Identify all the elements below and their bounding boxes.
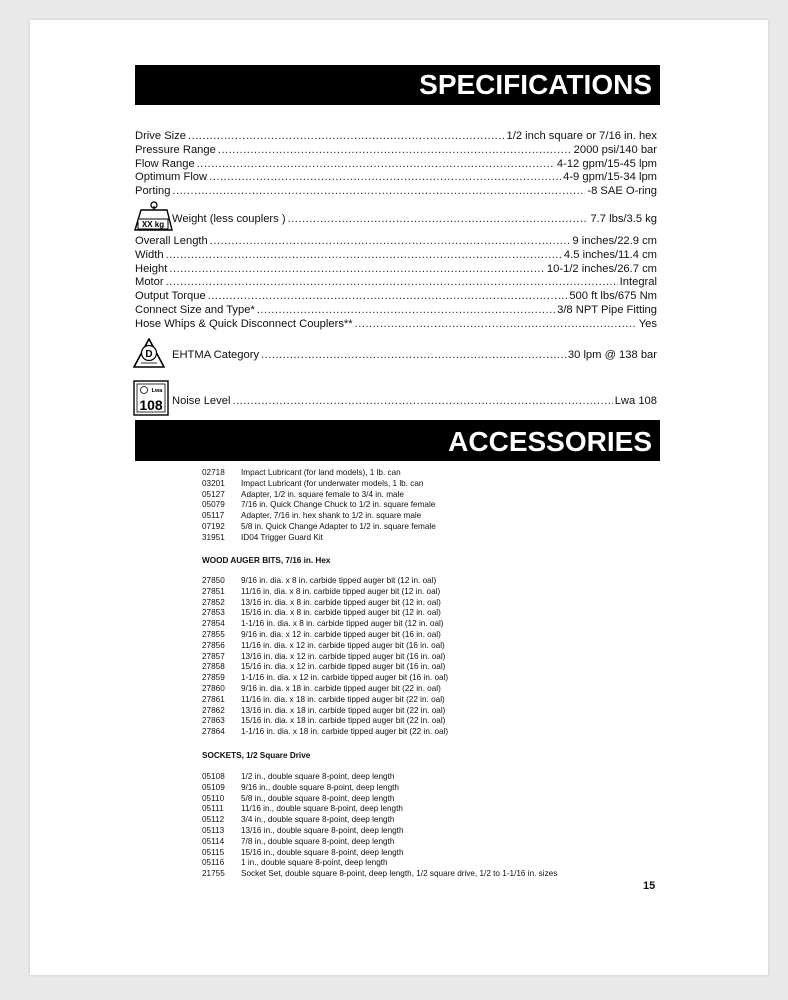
spec-label: Weight (less couplers )	[172, 213, 286, 225]
noise-icon-lwa: Lwa	[151, 388, 163, 394]
list-item	[202, 794, 557, 805]
spec-value: Yes	[638, 318, 657, 330]
leader-dots	[355, 318, 637, 331]
spec-value: 4-9 gpm/15-34 lpm	[563, 171, 657, 183]
list-item	[202, 695, 448, 706]
weight-icon-label: XX kg	[141, 220, 165, 229]
part-description: 7/16 in. Quick Change Chuck to 1/2 in. square female	[241, 500, 436, 510]
noise-level-icon	[133, 380, 169, 416]
auger-bits-heading: WOOD AUGER BITS, 7/16 in. Hex	[202, 556, 331, 565]
part-description: 13/16 in., double square 8-point, deep length	[241, 825, 404, 835]
spec-value: 2000 psi/140 bar	[573, 144, 657, 156]
part-description: 7/8 in., double square 8-point, deep length	[241, 836, 395, 846]
spec-row-motor	[135, 276, 657, 289]
spec-label: Pressure Range	[135, 144, 216, 156]
leader-dots	[257, 304, 555, 317]
spec-row-output-torque	[135, 290, 657, 303]
spec-value: 4-12 gpm/15-45 lpm	[556, 158, 657, 170]
leader-dots	[209, 171, 561, 184]
part-number: 05079	[202, 500, 225, 510]
list-item	[202, 652, 448, 663]
leader-dots	[172, 185, 585, 198]
part-description: 11/16 in. dia. x 18 in. carbide tipped auger bit (22 in. oal)	[241, 694, 445, 704]
sockets-list	[202, 772, 557, 880]
list-item	[202, 673, 448, 684]
list-item	[202, 716, 448, 727]
spec-row-overall-length	[135, 235, 657, 248]
part-description: Adapter, 1/2 in. square female to 3/4 in. male	[241, 489, 404, 499]
list-item	[202, 511, 436, 522]
spec-value: 4.5 inches/11.4 cm	[563, 249, 657, 261]
list-item	[202, 684, 448, 695]
part-description: 15/16 in. dia. x 18 in. carbide tipped auger bit (22 in. oal)	[241, 716, 446, 726]
spec-value: 7.7 lbs/3.5 kg	[590, 213, 657, 225]
part-number: 07192	[202, 521, 225, 531]
leader-dots	[288, 213, 589, 226]
part-number: 05110	[202, 793, 225, 803]
part-description: 1 in., double square 8-point, deep length	[241, 858, 388, 868]
part-description: 11/16 in. dia. x 8 in. carbide tipped auger bit (12 in. oal)	[241, 586, 441, 596]
leader-dots	[188, 130, 505, 143]
leader-dots	[166, 276, 618, 289]
list-item	[202, 533, 436, 544]
list-item	[202, 837, 557, 848]
list-item	[202, 490, 436, 501]
spec-label: Connect Size and Type*	[135, 304, 255, 316]
spec-value: 1/2 inch square or 7/16 in. hex	[506, 130, 657, 142]
part-number: 27858	[202, 662, 225, 672]
part-number: 05108	[202, 772, 225, 781]
list-item	[202, 706, 448, 717]
list-item	[202, 727, 448, 738]
part-number: 03201	[202, 478, 225, 488]
part-number: 27864	[202, 727, 225, 737]
part-number: 27851	[202, 586, 225, 596]
part-description: 9/16 in. dia. x 18 in. carbide tipped auger bit (22 in. oal)	[241, 683, 441, 693]
part-number: 27857	[202, 651, 225, 661]
spec-row-drive-size	[135, 130, 657, 143]
spec-label: Drive Size	[135, 130, 186, 142]
leader-dots	[210, 235, 571, 248]
part-description: 9/16 in. dia. x 8 in. carbide tipped auger bit (12 in. oal)	[241, 576, 437, 585]
spec-label: Porting	[135, 185, 171, 197]
part-description: 15/16 in. dia. x 8 in. carbide tipped auger bit (12 in. oal)	[241, 608, 441, 618]
spec-label: Overall Length	[135, 235, 208, 247]
part-description: ID04 Trigger Guard Kit	[241, 532, 323, 542]
spec-row-optimum-flow	[135, 171, 657, 184]
list-item	[202, 630, 448, 641]
part-description: 15/16 in. dia. x 12 in. carbide tipped auger bit (16 in. oal)	[241, 662, 446, 672]
part-description: 13/16 in. dia. x 8 in. carbide tipped auger bit (12 in. oal)	[241, 597, 441, 607]
spec-value: 500 ft lbs/675 Nm	[569, 290, 657, 302]
list-item	[202, 815, 557, 826]
list-item	[202, 587, 448, 598]
part-description: 5/8 in. Quick Change Adapter to 1/2 in. square female	[241, 521, 436, 531]
part-number: 05117	[202, 511, 225, 521]
part-description: 1-1/16 in. dia. x 8 in. carbide tipped auger bit (12 in. oal)	[241, 619, 444, 629]
spec-row-porting	[135, 185, 657, 198]
spec-row-width	[135, 249, 657, 262]
part-description: 15/16 in., double square 8-point, deep length	[241, 847, 404, 857]
accessories-general-list	[202, 468, 436, 544]
part-number: 05115	[202, 847, 225, 857]
list-item	[202, 619, 448, 630]
list-item	[202, 608, 448, 619]
list-item	[202, 826, 557, 837]
part-number: 05116	[202, 858, 225, 868]
list-item	[202, 500, 436, 511]
part-number: 27852	[202, 597, 225, 607]
part-number: 05113	[202, 825, 225, 835]
part-number: 27854	[202, 619, 225, 629]
leader-dots	[208, 290, 568, 303]
ehtma-icon-letter: D	[145, 349, 153, 360]
spec-value: Integral	[619, 276, 657, 288]
part-description: 1/2 in., double square 8-point, deep length	[241, 772, 395, 781]
spec-row-connect-size	[135, 304, 657, 317]
part-description: 13/16 in. dia. x 18 in. carbide tipped auger bit (22 in. oal)	[241, 705, 446, 715]
spec-label: Hose Whips & Quick Disconnect Couplers**	[135, 318, 353, 330]
part-number: 27861	[202, 694, 225, 704]
spec-value: 10-1/2 inches/26.7 cm	[546, 263, 657, 275]
spec-value: 30 lpm @ 138 bar	[567, 349, 657, 361]
list-item	[202, 641, 448, 652]
part-number: 27860	[202, 683, 225, 693]
leader-dots	[232, 395, 612, 408]
spec-row-height	[135, 263, 657, 276]
spec-value: 3/8 NPT Pipe Fitting	[557, 304, 657, 316]
list-item	[202, 576, 448, 587]
auger-bits-list	[202, 576, 448, 738]
leader-dots	[197, 158, 555, 171]
part-description: Socket Set, double square 8-point, deep length, 1/2 square drive, 1/2 to 1-1/16 in. sizes	[241, 869, 558, 879]
weight-icon	[133, 200, 173, 232]
spec-value: Lwa 108	[614, 395, 657, 407]
list-item	[202, 522, 436, 533]
part-description: 3/4 in., double square 8-point, deep length	[241, 815, 395, 825]
part-number: 27862	[202, 705, 225, 715]
list-item	[202, 662, 448, 673]
part-description: 11/16 in. dia. x 12 in. carbide tipped auger bit (16 in. oal)	[241, 640, 445, 650]
part-number: 27855	[202, 629, 225, 639]
spec-row-noise-level	[172, 395, 657, 408]
spec-label: Flow Range	[135, 158, 195, 170]
spec-label: Width	[135, 249, 164, 261]
leader-dots	[261, 349, 566, 362]
spec-label: EHTMA Category	[172, 349, 260, 361]
spec-label: Optimum Flow	[135, 171, 208, 183]
leader-dots	[169, 263, 545, 276]
part-description: 9/16 in. dia. x 12 in. carbide tipped auger bit (16 in. oal)	[241, 629, 441, 639]
sockets-heading: SOCKETS, 1/2 Square Drive	[202, 751, 311, 760]
noise-icon-value: 108	[139, 397, 163, 413]
list-item	[202, 848, 557, 859]
accessories-banner: ACCESSORIES	[135, 420, 660, 461]
list-item	[202, 869, 557, 880]
ehtma-category-icon	[133, 338, 165, 368]
spec-row-weight	[172, 213, 657, 226]
part-description: 1-1/16 in. dia. x 18 in. carbide tipped auger bit (22 in. oal)	[241, 727, 449, 737]
list-item	[202, 479, 436, 490]
specifications-banner: SPECIFICATIONS	[135, 65, 660, 105]
part-number: 27853	[202, 608, 225, 618]
part-description: 5/8 in., double square 8-point, deep length	[241, 793, 395, 803]
part-description: 11/16 in., double square 8-point, deep length	[241, 804, 403, 814]
document-page	[30, 20, 768, 975]
spec-label: Noise Level	[172, 395, 231, 407]
part-number: 27856	[202, 640, 225, 650]
spec-row-pressure-range	[135, 144, 657, 157]
part-number: 05111	[202, 804, 224, 814]
spec-label: Motor	[135, 276, 164, 288]
list-item	[202, 468, 436, 479]
list-item	[202, 783, 557, 794]
spec-label: Height	[135, 263, 168, 275]
list-item	[202, 804, 557, 815]
spec-row-hose-whips	[135, 318, 657, 331]
part-description: 9/16 in., double square 8-point, deep length	[241, 782, 399, 792]
leader-dots	[166, 249, 562, 262]
part-number: 27859	[202, 673, 225, 683]
list-item	[202, 858, 557, 869]
part-number: 27863	[202, 716, 225, 726]
part-number: 21755	[202, 869, 225, 879]
part-number: 05127	[202, 489, 225, 499]
part-number: 27850	[202, 576, 225, 585]
part-description: 13/16 in. dia. x 12 in. carbide tipped auger bit (16 in. oal)	[241, 651, 446, 661]
part-description: Adapter, 7/16 in. hex shank to 1/2 in. square male	[241, 511, 422, 521]
part-description: Impact Lubricant (for underwater models, 1 lb. can	[241, 478, 424, 488]
part-number: 05114	[202, 836, 225, 846]
part-description: 1-1/16 in. dia. x 12 in. carbide tipped auger bit (16 in. oal)	[241, 673, 449, 683]
part-description: Impact Lubricant (for land models), 1 lb. can	[241, 468, 401, 477]
spec-label: Output Torque	[135, 290, 206, 302]
part-number: 05112	[202, 815, 225, 825]
spec-value: -8 SAE O-ring	[587, 185, 657, 197]
list-item	[202, 598, 448, 609]
spec-row-ehtma-category	[172, 349, 657, 362]
part-number: 31951	[202, 532, 225, 542]
page-number: 15	[643, 880, 656, 892]
spec-value: 9 inches/22.9 cm	[572, 235, 657, 247]
part-number: 02718	[202, 468, 225, 477]
list-item	[202, 772, 557, 783]
part-number: 05109	[202, 782, 225, 792]
leader-dots	[218, 144, 572, 157]
spec-row-flow-range	[135, 158, 657, 171]
